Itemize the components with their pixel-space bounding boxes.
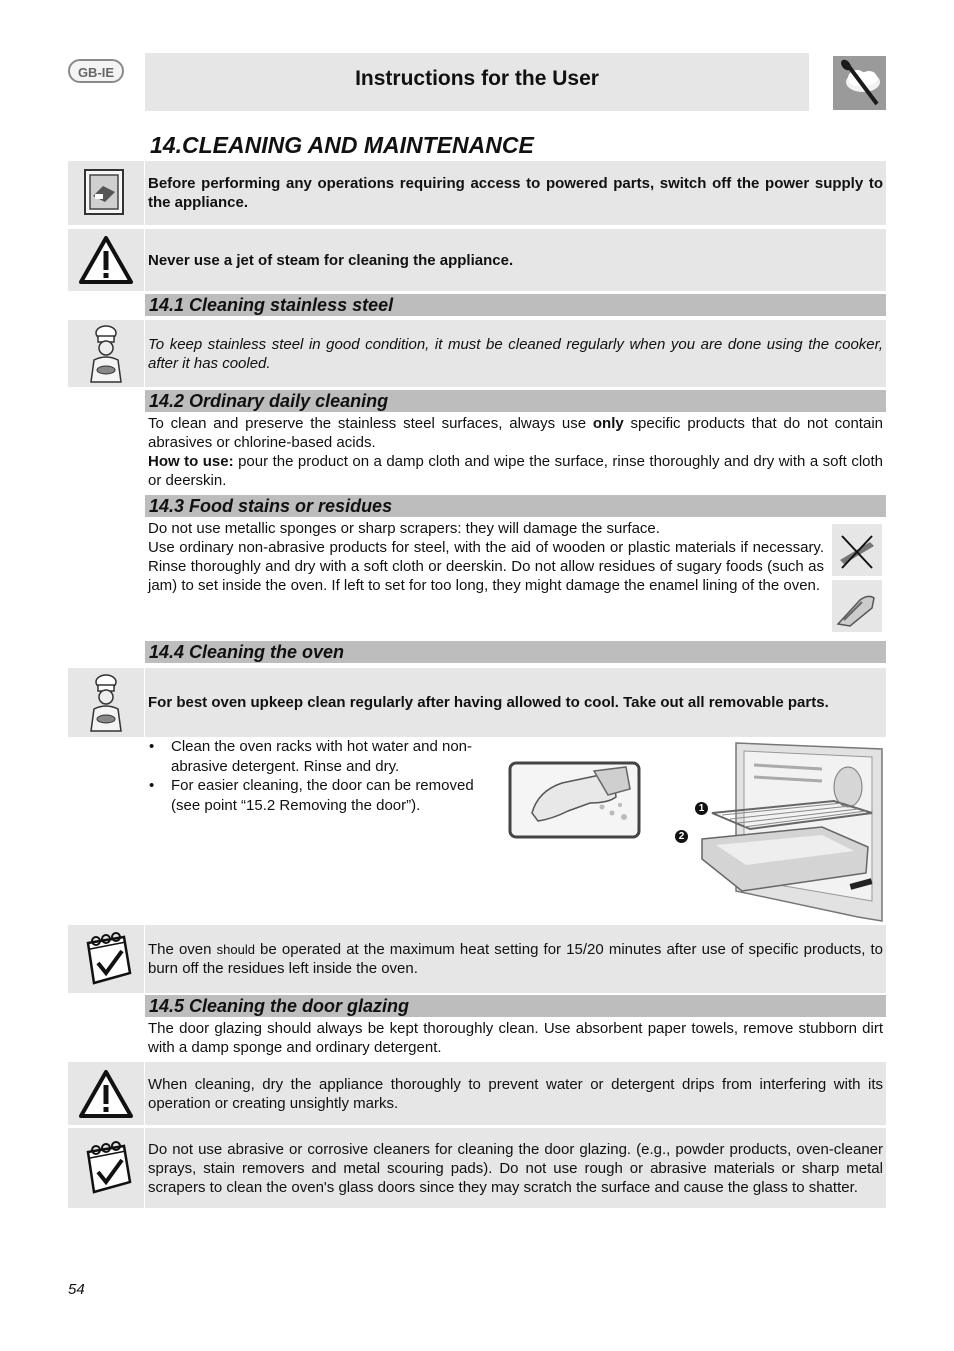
warning-triangle-icon — [78, 1069, 134, 1119]
page-number: 54 — [68, 1281, 85, 1298]
page-header-title: Instructions for the User — [145, 53, 809, 111]
stainless-steel-tip: To keep stainless steel in good condition, it must be cleaned regularly when you are done using the cooker, after it has cooled. — [145, 320, 886, 387]
max-heat-note: The oven should be operated at the maximum heat setting for 15/20 minutes after use of specific products, to burn off the residues left inside the oven. — [145, 925, 886, 993]
section-heading-14-1: 14.1 Cleaning stainless steel — [145, 294, 886, 316]
chef-tip-icon-box — [68, 668, 144, 737]
list-item: • For easier cleaning, the door can be removed (see point “15.2 Removing the door”). — [148, 776, 500, 815]
chef-icon — [83, 324, 129, 384]
warning-icon-box — [68, 229, 144, 291]
oven-cleaning-list — [148, 737, 500, 815]
chef-spoon-logo-icon — [833, 56, 886, 110]
food-stains-text — [148, 519, 824, 595]
note-icon-box — [68, 1128, 144, 1208]
warning-triangle-icon — [78, 235, 134, 285]
daily-cleaning-paragraph-2: How to use: pour the product on a damp cloth and wipe the surface, rinse thoroughly and dry with a soft cloth or deerskin. — [148, 453, 884, 489]
callout-1: 1 — [695, 802, 708, 815]
no-metal-scraper-icon — [832, 524, 882, 576]
food-stains-paragraph-2: Use ordinary non-abrasive products for steel, with the aid of wooden or plastic materials if necessary. Rinse thoroughly and dry with a soft cloth or deerskin. Do not allow residues of sugary foods (such as jam) to set inside the oven. If left to set for too long, they might damage the enamel lining of the oven. — [148, 539, 824, 594]
oven-upkeep-tip: For best oven upkeep clean regularly after having allowed to cool. Take out all removable parts. — [145, 668, 886, 737]
hand-wiping-illustration — [508, 761, 641, 839]
daily-cleaning-text — [148, 414, 883, 490]
notepad-check-icon — [78, 931, 134, 987]
section-heading-14-2: 14.2 Ordinary daily cleaning — [145, 390, 886, 412]
chef-tip-icon-box — [68, 320, 144, 387]
list-item: • Clean the oven racks with hot water and non-abrasive detergent. Rinse and dry. — [148, 737, 500, 776]
oven-racks-illustration — [672, 741, 886, 923]
section-heading-14-4: 14.4 Cleaning the oven — [145, 641, 886, 663]
notepad-check-icon — [78, 1140, 134, 1196]
food-stains-paragraph-1: Do not use metallic sponges or sharp scrapers: they will damage the surface. — [148, 520, 660, 537]
dry-appliance-warning: When cleaning, dry the appliance thoroughly to prevent water or detergent drips from interfering with its operation or creating unsightly marks. — [145, 1062, 886, 1125]
daily-cleaning-paragraph-1: To clean and preserve the stainless steel surfaces, always use only specific products that do not contain abrasives or chlorine-based acids. — [148, 415, 883, 451]
page-title: 14.CLEANING AND MAINTENANCE — [150, 132, 534, 158]
section-heading-14-5: 14.5 Cleaning the door glazing — [145, 995, 886, 1017]
wooden-scraper-icon — [832, 580, 882, 632]
note-icon-box — [68, 925, 144, 993]
chef-icon — [83, 673, 129, 733]
warning-icon-box — [68, 1062, 144, 1125]
callout-2: 2 — [675, 830, 688, 843]
abrasive-cleaners-note: Do not use abrasive or corrosive cleaners for cleaning the door glazing. (e.g., powder products, oven-cleaner sprays, stain removers and metal scouring pads). Do not use rough or abrasive materials or sharp metal scrapers to clean the oven's glass doors since they may scratch the surface and cause the glass to shatter. — [145, 1128, 886, 1208]
section-heading-14-3: 14.3 Food stains or residues — [145, 495, 886, 517]
door-glazing-paragraph: The door glazing should always be kept thoroughly clean. Use absorbent paper towels, remove stubborn dirt with a damp sponge and ordinary detergent. — [148, 1020, 883, 1056]
no-steam-notice: Never use a jet of steam for cleaning the appliance. — [145, 229, 886, 291]
region-badge: GB-IE — [68, 59, 124, 83]
switch-off-icon-box — [68, 161, 144, 225]
door-glazing-text — [148, 1019, 883, 1057]
power-off-notice: Before performing any operations requiring access to powered parts, switch off the power supply to the appliance. — [145, 161, 886, 225]
power-switch-icon — [81, 166, 131, 220]
